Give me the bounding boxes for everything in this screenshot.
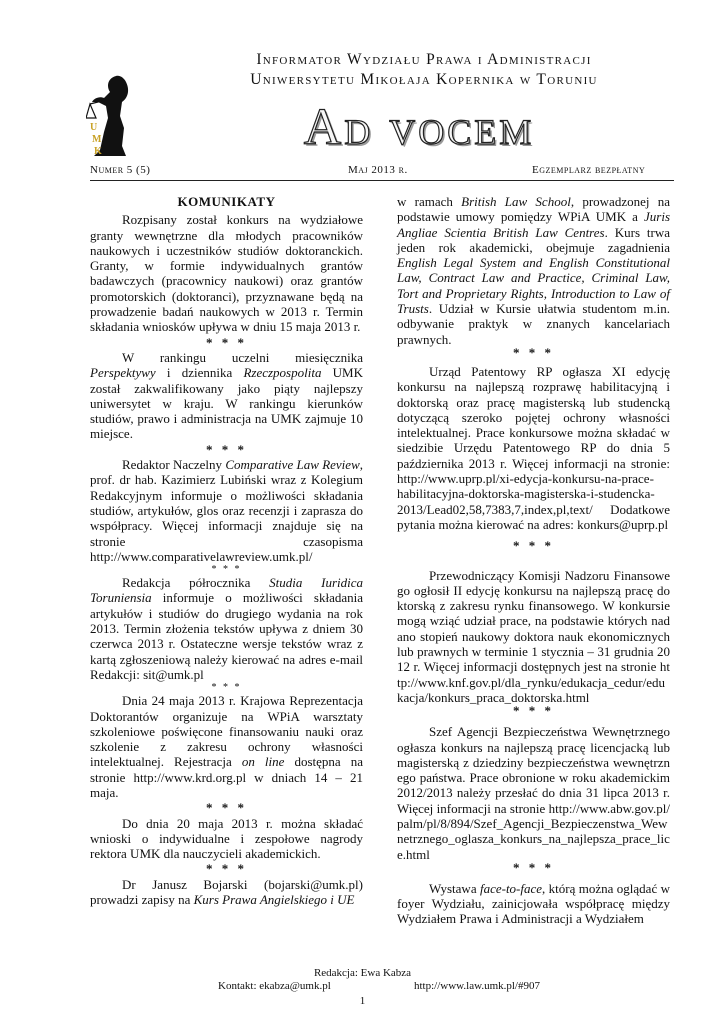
text: Redakcja półrocznika xyxy=(122,575,270,591)
text: UMK został zakwalifikowany jako piąty najlepszy uniwersytet w kraju. W rankingu kierunków studiów, prawo i administracja na UMK zajmuje 10 miejsce. xyxy=(90,365,363,442)
text: Wystawa xyxy=(429,880,480,896)
text: dostępna na stronie http://www.krd.org.pl w dniach 14 – 21 maja. xyxy=(90,754,363,800)
separator: * * * xyxy=(206,334,247,350)
issue-date: Maj 2013 r. xyxy=(348,164,408,176)
masthead-title: Ad vocem xyxy=(303,99,535,156)
text: w ramach xyxy=(397,194,462,209)
separator: * * * xyxy=(211,682,242,694)
separator: * * * xyxy=(513,859,554,875)
notice-exhibition xyxy=(397,881,670,927)
footer-url[interactable]: http://www.law.umk.pl/#907 xyxy=(414,980,540,992)
copy-note: Egzemplarz bezpłatny xyxy=(532,164,646,176)
text: Juris Angliae Scientia British Law Centres xyxy=(397,209,670,240)
text: , prof. dr hab. Kazimierz Lubiński wraz z Kolegium Redakcyjnym informuje o możliwości składania studiów, artykułów, glos oraz recenzji i zaprasza do współpracy. Więcej informacji znajduje się na stronie czasopisma http://www.comparativelawreview.umk.pl/ xyxy=(90,457,363,564)
text: Dr Janusz Bojarski (bojarski@umk.pl) prowadzi zapisy na xyxy=(90,876,363,908)
notice-studia-iuridica xyxy=(90,575,363,682)
logo-letter-u: U xyxy=(90,122,98,133)
notice-abw-contest: Szef Agencji Bezpieczeństwa Wewnętrznego ogłasza konkurs na najlepszą pracę licencjacką lub magisterską z dziedziny bezpieczeństwa wewnętrznego państwa. Prace obronione w roku akademickim 2012/2013 należy przesłać do dnia 31 lipca 2013 r. Więcej informacji na stronie http://www.abw.gov.pl/palm/pl/8/894/Szef_Agencji_Bezpieczenstwa_Wewnetrznego_oglasza_konkurs_na_najlepsza_prace_lice.html xyxy=(397,724,670,862)
logo-letter-k: K xyxy=(94,146,102,157)
footer-editor: Redakcja: Ewa Kabza xyxy=(313,967,412,979)
separator: * * * xyxy=(513,344,554,360)
text: , którą można oglądać w foyer Wydziału, zainicjowała współpracę między Wydziałem Prawa i Administracji a Wydziałem xyxy=(397,880,670,927)
notice-knf-contest: Przewodniczący Komisji Nadzoru Finansowego ogłosił II edycję konkursu na najlepszą pracę doktorską z zakresu rynku finansowego. W konkursie mogą wziąć udział prace, na podstawie których nadano stopień naukowy doktora nauk ekonomicznych lub prawnych w terminie 1 stycznia – 31 grudnia 2012 r. Więcej informacji dostępnych jest na stronie http://www.knf.gov.pl/dla_rynku/edukacja_cedur/edukacja/konkurs_praca_doktorska.html xyxy=(397,567,670,705)
text: . Kurs trwa jeden rok akademicki, obejmuje zagadnienia xyxy=(397,224,670,255)
text: Kurs Prawa Angielskiego i UE xyxy=(193,892,355,908)
notice-british-law-school xyxy=(397,194,670,347)
page-number: 1 xyxy=(359,995,366,1007)
separator: * * * xyxy=(206,800,247,816)
umk-logo xyxy=(86,72,148,158)
text: i dziennika xyxy=(155,365,244,381)
notice-grants: Rozpisany został konkurs na wydziałowe granty wewnętrzne dla młodych pracowników naukowych i uczestników studiów doktoranckich. Granty, w formie indywidualnych grantów badawczych (pracownicy naukowi) oraz grantów promotorskich (doktoranci), przyznawane będą na prowadzenie badań naukowych w 2013 r. Termin składania wniosków upływa w dniu 15 maja 2013 r. xyxy=(90,212,363,335)
header-rule xyxy=(90,180,674,181)
masthead-line-1: Informator Wydziału Prawa i Administracji xyxy=(256,51,592,68)
logo-letter-m: M xyxy=(92,134,102,145)
notice-english-law-course xyxy=(90,877,363,908)
text: Redaktor Naczelny xyxy=(122,457,226,473)
text: on line xyxy=(241,754,285,770)
right-column xyxy=(397,194,670,927)
text: , prowadzonej na podstawie umowy pomiędzy WPiA UMK a xyxy=(397,194,670,225)
section-heading: KOMUNIKATY xyxy=(177,194,276,209)
text: English Legal System and English Constitutional Law, Contract Law and Practice, Criminal Law, Tort and Proprietary Rights, Introduction to Law of Trusts xyxy=(397,255,670,317)
separator: * * * xyxy=(513,703,554,719)
text: . Udział w Kursie ułatwia studentom m.in. odbywanie praktyk w znanych kancelariach prawnych. xyxy=(397,301,670,347)
left-column xyxy=(90,194,363,907)
text: Rzeczpospolita xyxy=(243,365,322,381)
text: face-to-face xyxy=(479,880,543,896)
separator: * * * xyxy=(206,861,247,877)
separator: * * * xyxy=(513,538,554,554)
masthead-line-2: Uniwersytetu Mikołaja Kopernika w Toruniu xyxy=(250,71,598,88)
notice-comparative-law xyxy=(90,457,363,564)
notice-patent-office: Urząd Patentowy RP ogłasza XI edycję konkursu na najlepszą rozprawę habilitacyjną i doktorską oraz pracę magisterską lub studencką dotyczącą szeroko pojętej ochrony własności intelektualnej. Prace konkursowe można składać w siedzibie Urzędu Patentowego RP do dnia 5 października 2013 r. Więcej informacji na stronie: http://www.uprp.pl/xi-edycja-konkursu-na-prace-habilitacyjna-doktorska-magisterska-i-studencka-2013/Lead02,58,7383,7,index,pl,text/ Dodatkowe pytania można kierować na adres: konkurs@uprp.pl xyxy=(397,363,670,532)
text: Studia Iuridica Toruniensia xyxy=(90,575,363,606)
notice-rector-awards: Do dnia 20 maja 2013 r. można składać wnioski o indywidualne i zespołowe nagrody rektora UMK dla nauczycieli akademickich. xyxy=(90,815,363,862)
notice-krd-workshop xyxy=(90,693,363,800)
masthead-subtitle xyxy=(214,50,634,90)
text: Perspektywy xyxy=(90,365,156,381)
notice-ranking xyxy=(90,350,363,442)
separator: * * * xyxy=(206,441,247,457)
footer-contact[interactable]: Kontakt: ekabza@umk.pl xyxy=(218,980,331,992)
text: informuje o możliwości składania artykułów i studiów do drugiego wydania na rok 2013. Termin złożenia tekstów upływa z dniem 30 czerwca 2013 r. Ostateczne wersje tekstów wraz z kartą zgłoszeniową należy kierować na adres e-mail Redakcji: sit@umk.pl xyxy=(90,590,363,682)
separator: * * * xyxy=(211,564,242,576)
text: Comparative Law Review xyxy=(225,457,360,473)
text: British Law School xyxy=(461,194,571,209)
text: W rankingu uczelni miesięcznika xyxy=(122,349,363,365)
text: Dnia 24 maja 2013 r. Krajowa Reprezentacja Doktorantów organizuje na WPiA warsztaty szkoleniowe poświęcone finansowaniu nauki oraz szkolenie z zakresu ochrony własności intelektualnej. Rejestracja xyxy=(90,693,363,770)
issue-number: Numer 5 (5) xyxy=(90,164,151,176)
